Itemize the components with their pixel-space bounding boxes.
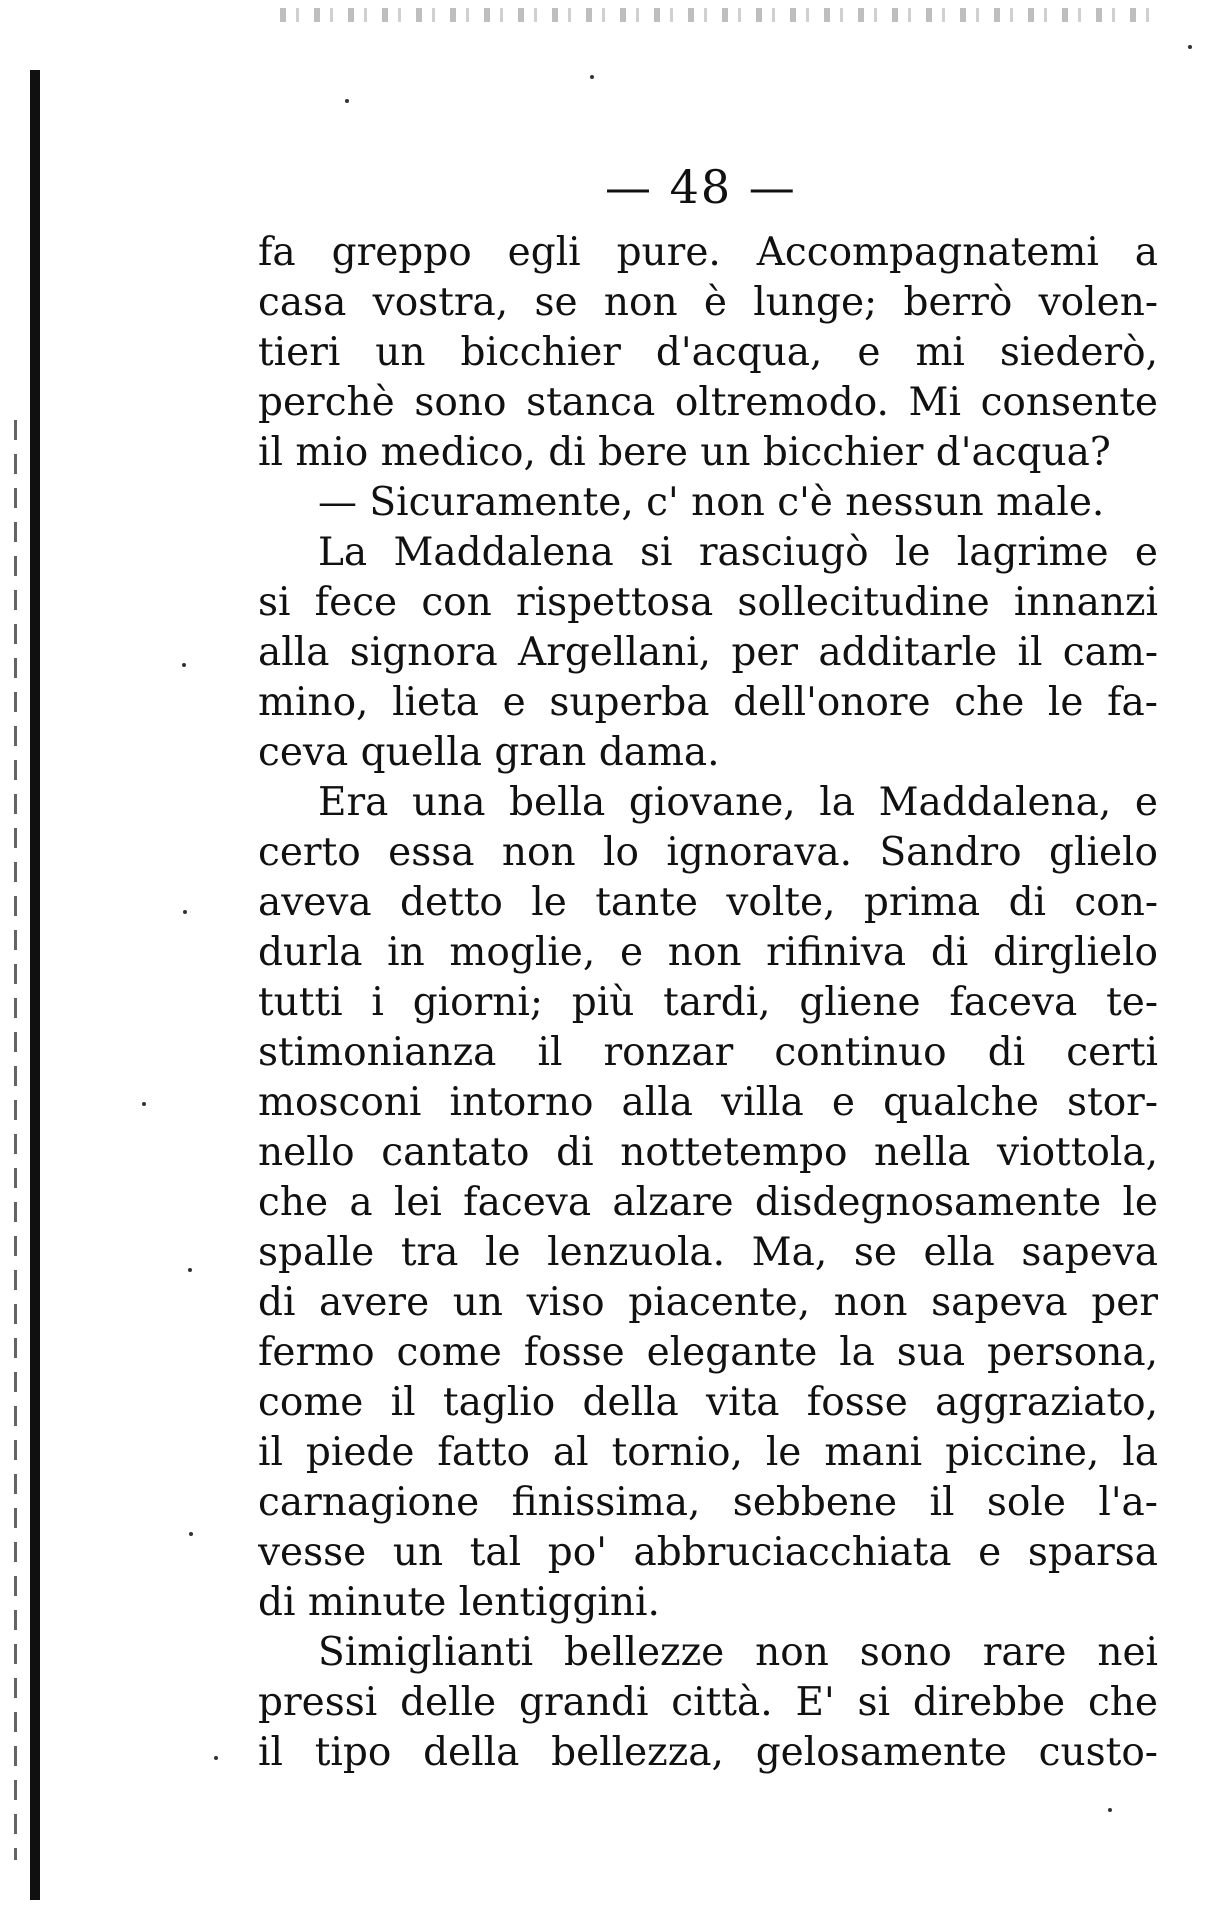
text-line: pressi delle grandi città. E' si direbbe che bbox=[258, 1680, 1158, 1725]
text-line: durla in moglie, e non rifiniva di dirglielo bbox=[258, 930, 1158, 975]
scan-speck bbox=[1188, 45, 1192, 49]
text-line: mino, lieta e superba dell'onore che le fa- bbox=[258, 680, 1158, 725]
text-line: nello cantato di nottetempo nella viottola, bbox=[258, 1130, 1158, 1175]
scan-speck bbox=[590, 75, 594, 79]
scan-speck bbox=[214, 1756, 218, 1760]
text-line: si fece con rispettosa sollecitudine innanzi bbox=[258, 580, 1158, 625]
text-line: alla signora Argellani, per additarle il cam- bbox=[258, 630, 1158, 675]
text-line: ceva quella gran dama. bbox=[258, 730, 720, 775]
text-line: — Sicuramente, c' non c'è nessun male. bbox=[318, 480, 1105, 525]
text-line: tutti i giorni; più tardi, gliene faceva te- bbox=[258, 980, 1158, 1025]
text-line: casa vostra, se non è lunge; berrò volen- bbox=[258, 280, 1158, 325]
text-line: spalle tra le lenzuola. Ma, se ella sapeva bbox=[258, 1230, 1158, 1275]
scan-speck bbox=[183, 910, 187, 914]
text-line: il piede fatto al tornio, le mani piccine, la bbox=[258, 1430, 1158, 1475]
text-line: fa greppo egli pure. Accompagnatemi a bbox=[258, 230, 1158, 275]
page-text bbox=[258, 228, 1158, 1778]
scan-speck bbox=[189, 1532, 193, 1536]
text-line: certo essa non lo ignorava. Sandro glielo bbox=[258, 830, 1158, 875]
text-line: carnagione finissima, sebbene il sole l'a- bbox=[258, 1480, 1158, 1525]
scan-speck bbox=[1108, 1808, 1112, 1812]
text-line: di minute lentiggini. bbox=[258, 1580, 660, 1625]
scan-noise bbox=[280, 8, 1160, 22]
text-line: stimonianza il ronzar continuo di certi bbox=[258, 1030, 1158, 1075]
text-line: perchè sono stanca oltremodo. Mi consente bbox=[258, 380, 1158, 425]
text-line: La Maddalena si rasciugò le lagrime e bbox=[318, 530, 1158, 575]
text-line: il mio medico, di bere un bicchier d'acqua? bbox=[258, 430, 1111, 475]
text-line: che a lei faceva alzare disdegnosamente le bbox=[258, 1180, 1158, 1225]
page-number: — 48 — bbox=[605, 160, 797, 214]
text-line: il tipo della bellezza, gelosamente custo- bbox=[258, 1730, 1158, 1775]
scan-speck bbox=[182, 663, 186, 667]
scan-speck bbox=[188, 1268, 192, 1272]
text-line: mosconi intorno alla villa e qualche stor- bbox=[258, 1080, 1158, 1125]
text-line: come il taglio della vita fosse aggraziato, bbox=[258, 1380, 1158, 1425]
scan-speck bbox=[142, 1102, 146, 1106]
binding-edge bbox=[30, 70, 40, 1900]
text-line: di avere un viso piacente, non sapeva per bbox=[258, 1280, 1158, 1325]
scan-speck bbox=[345, 99, 349, 103]
text-line: tieri un bicchier d'acqua, e mi siederò, bbox=[258, 330, 1158, 375]
text-line: Simiglianti bellezze non sono rare nei bbox=[318, 1630, 1158, 1675]
text-line: aveva detto le tante volte, prima di con- bbox=[258, 880, 1158, 925]
binding-shadow bbox=[14, 420, 17, 1860]
text-line: vesse un tal po' abbruciacchiata e sparsa bbox=[258, 1530, 1158, 1575]
text-line: fermo come fosse elegante la sua persona, bbox=[258, 1330, 1158, 1375]
text-line: Era una bella giovane, la Maddalena, e bbox=[318, 780, 1158, 825]
